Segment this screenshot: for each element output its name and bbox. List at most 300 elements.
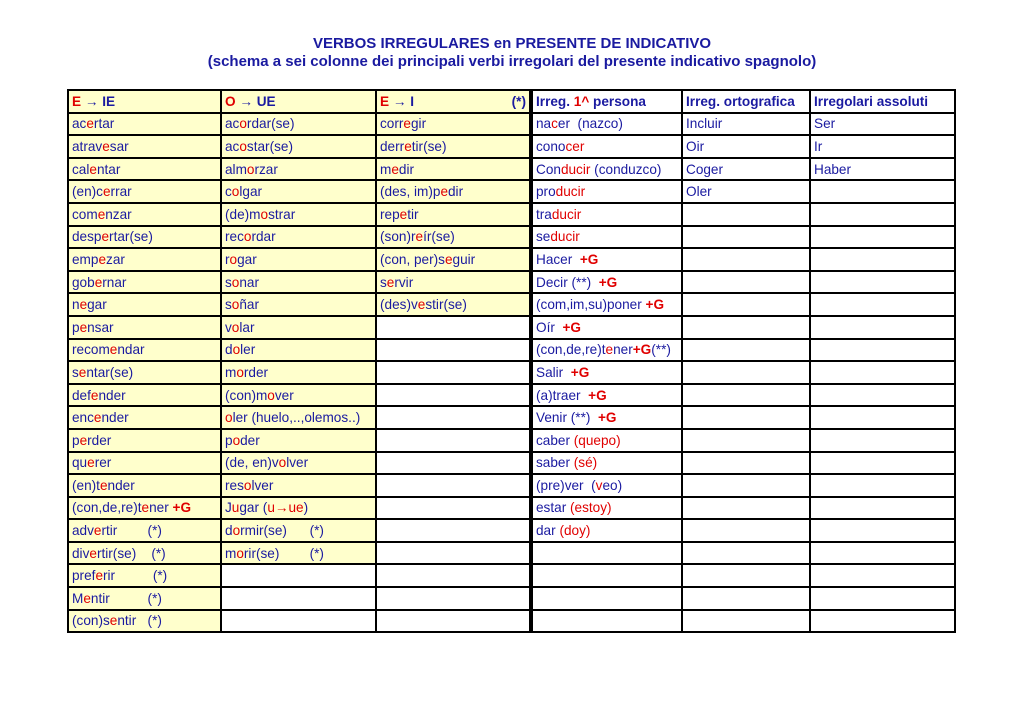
- text-segment: pref: [72, 568, 96, 584]
- text-segment: nsar: [87, 319, 114, 335]
- text-segment: alm: [225, 161, 247, 177]
- table-cell: [221, 203, 376, 226]
- text-segment: ac: [72, 116, 87, 132]
- irregular-part: (estoy): [570, 500, 612, 516]
- text-segment: res: [225, 477, 244, 493]
- table-cell: [531, 587, 682, 610]
- table-cell: [682, 339, 810, 362]
- table-cell: [68, 113, 221, 136]
- irregular-part: o: [232, 342, 241, 358]
- text-segment: (des)v: [380, 297, 418, 313]
- text-segment: → UE: [235, 93, 276, 109]
- table-cell: [221, 361, 376, 384]
- table-cell: [221, 564, 376, 587]
- text-segment: gir: [410, 116, 427, 132]
- irregular-part: e: [404, 138, 412, 154]
- irregular-part: e: [415, 229, 424, 245]
- text-segment: (en)c: [72, 184, 103, 200]
- text-segment: recom: [72, 342, 110, 358]
- table-cell: [68, 610, 221, 633]
- table-cell: [376, 158, 531, 181]
- text-segment: → IE: [81, 93, 116, 109]
- irregular-part: e: [440, 184, 448, 200]
- table-row: [68, 519, 955, 542]
- irregular-part: c: [551, 116, 558, 132]
- table-cell: [810, 452, 955, 475]
- text-segment: emp: [72, 251, 99, 267]
- text-segment: saber: [536, 455, 574, 471]
- irregular-part: e: [93, 410, 102, 426]
- irregular-part: e: [99, 477, 108, 493]
- text-segment: nder: [98, 387, 126, 403]
- table-cell: [68, 271, 221, 294]
- text-segment: lver: [251, 477, 274, 493]
- irregular-part: u: [231, 500, 240, 516]
- text-segment: rtir (*): [101, 523, 162, 539]
- table-cell: [810, 429, 955, 452]
- text-segment: eo): [602, 477, 623, 493]
- irregular-part: e: [98, 251, 107, 267]
- table-cell: [68, 429, 221, 452]
- irregular-part: o: [231, 184, 240, 200]
- irregular-part: e: [89, 161, 97, 177]
- text-segment: r: [225, 251, 230, 267]
- text-segment: nar: [239, 274, 260, 290]
- table-cell: [531, 293, 682, 316]
- table-row: [68, 361, 955, 384]
- irregular-part: o: [232, 432, 241, 448]
- text-segment: rmir(se) (*): [240, 523, 324, 539]
- table-cell: [68, 248, 221, 271]
- text-segment: estar: [536, 500, 570, 516]
- irregular-part: e: [605, 342, 614, 358]
- irregular-part: e: [97, 206, 106, 222]
- text-segment: (conduzco): [590, 161, 662, 177]
- table-cell: [810, 158, 955, 181]
- text-segment: Coger: [686, 161, 724, 177]
- table-cell: [68, 497, 221, 520]
- table-cell: [68, 452, 221, 475]
- table-cell: [531, 180, 682, 203]
- text-segment: ac: [225, 138, 240, 154]
- table-cell: [68, 519, 221, 542]
- text-segment: derr: [380, 138, 405, 154]
- text-segment: sar: [109, 138, 129, 154]
- table-cell: [221, 587, 376, 610]
- irregular-part: +G: [570, 364, 590, 380]
- text-segment: (de)m: [225, 206, 261, 222]
- table-row: [68, 293, 955, 316]
- table-cell: [810, 316, 955, 339]
- table-cell: [221, 293, 376, 316]
- irregular-part: v: [595, 477, 603, 493]
- text-segment: (en)t: [72, 477, 100, 493]
- irregular-part: o: [278, 455, 287, 471]
- text-segment: → I: [389, 93, 415, 109]
- irregular-part: e: [79, 432, 88, 448]
- text-segment: (son)r: [380, 229, 416, 245]
- table-row: [68, 248, 955, 271]
- text-segment: Hacer: [536, 251, 580, 267]
- table-cell: [221, 158, 376, 181]
- text-segment: (con,de,re)t: [72, 500, 142, 516]
- table-cell: [810, 519, 955, 542]
- verbs-table: [67, 89, 956, 633]
- text-segment: Decir (**): [536, 274, 599, 290]
- table-cell: [221, 271, 376, 294]
- text-segment: ntar: [96, 161, 121, 177]
- table-cell: [531, 158, 682, 181]
- text-segment: (con, per)s: [380, 251, 445, 267]
- text-segment: dir: [448, 184, 464, 200]
- table-cell: [682, 610, 810, 633]
- table-cell: [68, 474, 221, 497]
- irregular-part: e: [102, 184, 111, 200]
- text-segment: Irreg. ortografica: [686, 93, 795, 109]
- table-cell: [376, 474, 531, 497]
- irregular-part: e: [86, 116, 94, 132]
- text-segment: strar: [268, 206, 296, 222]
- table-cell: [376, 226, 531, 249]
- text-segment: (con)s: [72, 613, 110, 629]
- irregular-part: e: [391, 161, 399, 177]
- table-cell: [810, 564, 955, 587]
- table-cell: [68, 361, 221, 384]
- text-segment: ac: [225, 116, 240, 132]
- table-cell: [682, 474, 810, 497]
- table-cell: [810, 135, 955, 158]
- text-segment: v: [225, 319, 232, 335]
- irregular-part: +G: [597, 410, 617, 426]
- table-cell: [810, 180, 955, 203]
- table-row: [68, 429, 955, 452]
- table-cell: [68, 339, 221, 362]
- text-segment: nder: [107, 477, 135, 493]
- table-cell: [376, 587, 531, 610]
- irregular-part: ducir: [555, 184, 586, 200]
- text-segment: ler: [240, 342, 256, 358]
- text-segment: zar: [106, 251, 125, 267]
- text-segment: Irregolari assoluti: [814, 93, 929, 109]
- column-header: [221, 90, 376, 113]
- text-segment: m: [380, 161, 392, 177]
- text-segment: persona: [589, 93, 646, 109]
- text-segment: rrar: [110, 184, 132, 200]
- table-cell: [221, 248, 376, 271]
- table-cell: [531, 316, 682, 339]
- irregular-part: e: [93, 523, 102, 539]
- table-cell: [682, 406, 810, 429]
- table-cell: [376, 180, 531, 203]
- table-cell: [810, 497, 955, 520]
- table-cell: [221, 452, 376, 475]
- text-segment: dir: [398, 161, 414, 177]
- irregular-part: o: [243, 477, 252, 493]
- irregular-part: +G: [579, 251, 599, 267]
- table-cell: [68, 564, 221, 587]
- irregular-part: e: [417, 297, 426, 313]
- irregular-part: e: [386, 274, 395, 290]
- table-cell: [682, 497, 810, 520]
- text-segment: d: [225, 342, 233, 358]
- text-segment: corr: [380, 116, 404, 132]
- table-cell: [531, 248, 682, 271]
- table-cell: [376, 203, 531, 226]
- table-cell: [376, 113, 531, 136]
- table-cell: [68, 180, 221, 203]
- table-cell: [68, 293, 221, 316]
- table-row: [68, 271, 955, 294]
- text-segment: ): [303, 500, 309, 516]
- text-segment: rir(se) (*): [243, 545, 324, 561]
- irregular-part: e: [87, 455, 95, 471]
- irregular-part: o: [231, 274, 240, 290]
- table-cell: [810, 361, 955, 384]
- irregular-part: o: [246, 161, 255, 177]
- text-segment: ver: [274, 387, 294, 403]
- text-segment: gar: [237, 251, 257, 267]
- table-cell: [376, 339, 531, 362]
- table-row: [68, 135, 955, 158]
- text-segment: def: [72, 387, 91, 403]
- text-segment: tir(se): [411, 138, 447, 154]
- text-segment: se: [536, 229, 551, 245]
- table-cell: [221, 610, 376, 633]
- table-cell: [810, 474, 955, 497]
- text-segment: dar: [536, 523, 560, 539]
- table-cell: [682, 564, 810, 587]
- text-segment: Salir: [536, 364, 571, 380]
- verbs-table-body: [68, 90, 955, 632]
- table-cell: [682, 519, 810, 542]
- text-segment: Haber: [814, 161, 852, 177]
- text-segment: lar: [239, 319, 255, 335]
- text-segment: (con,de,re)t: [536, 342, 606, 358]
- table-cell: [531, 542, 682, 565]
- text-segment: er (nazco): [557, 116, 623, 132]
- table-cell: [221, 339, 376, 362]
- table-cell: [376, 135, 531, 158]
- table-cell: [531, 519, 682, 542]
- table-cell: [68, 542, 221, 565]
- table-cell: [221, 474, 376, 497]
- column-header: [682, 90, 810, 113]
- table-cell: [376, 293, 531, 316]
- text-segment: gar: [87, 297, 107, 313]
- text-segment: Irreg.: [536, 93, 574, 109]
- text-segment: p: [72, 432, 80, 448]
- text-segment: lgar: [239, 184, 263, 200]
- table-cell: [682, 158, 810, 181]
- irregular-part: o: [267, 387, 275, 403]
- table-cell: [682, 271, 810, 294]
- table-row: [68, 610, 955, 633]
- table-cell: [68, 316, 221, 339]
- text-segment: ntar(se): [86, 364, 134, 380]
- table-cell: [810, 113, 955, 136]
- text-segment: Ser: [814, 116, 836, 132]
- irregular-part: o: [231, 297, 240, 313]
- text-segment: tir: [407, 206, 419, 222]
- column-header: [531, 90, 682, 113]
- text-segment: qu: [72, 455, 88, 471]
- table-cell: [531, 226, 682, 249]
- text-segment: gar (: [239, 500, 268, 516]
- irregular-part: u→ue: [267, 500, 304, 516]
- table-cell: [682, 113, 810, 136]
- text-segment: s: [72, 364, 79, 380]
- table-cell: [682, 361, 810, 384]
- text-segment: tra: [536, 206, 552, 222]
- table-row: [68, 587, 955, 610]
- column-header: [810, 90, 955, 113]
- table-cell: [376, 452, 531, 475]
- table-cell: [682, 203, 810, 226]
- text-segment: p: [72, 319, 80, 335]
- text-segment: p: [225, 432, 233, 448]
- table-cell: [68, 158, 221, 181]
- irregular-part: e: [89, 545, 97, 561]
- text-segment: ntir (*): [90, 590, 162, 606]
- irregular-part: (quepo): [573, 432, 621, 448]
- text-segment: ñar: [239, 297, 260, 313]
- table-cell: [68, 226, 221, 249]
- page-subtitle: (schema a sei colonne dei principali verbi irregolari del presente indicativo spagnolo): [207, 53, 817, 70]
- irregular-part: e: [403, 116, 411, 132]
- table-cell: [531, 406, 682, 429]
- table-cell: [221, 180, 376, 203]
- text-segment: Venir (**): [536, 410, 598, 426]
- column-header: [68, 90, 221, 113]
- text-segment: lver: [286, 455, 309, 471]
- irregular-part: +G: [562, 319, 581, 335]
- table-cell: [376, 248, 531, 271]
- irregular-part: o: [260, 206, 269, 222]
- irregular-part: e: [102, 138, 110, 154]
- table-cell: [810, 203, 955, 226]
- table-row: [68, 497, 955, 520]
- table-cell: [376, 519, 531, 542]
- text-segment: ntir (*): [117, 613, 162, 629]
- table-cell: [376, 564, 531, 587]
- table-cell: [531, 135, 682, 158]
- text-segment: ner: [149, 500, 173, 516]
- text-segment: rdar(se): [246, 116, 295, 132]
- text-segment: rzar: [254, 161, 278, 177]
- table-cell: [810, 293, 955, 316]
- text-segment: Ir: [814, 138, 823, 154]
- table-cell: [810, 542, 955, 565]
- table-cell: [376, 497, 531, 520]
- table-cell: [682, 429, 810, 452]
- table-cell: [810, 248, 955, 271]
- irregular-part: +G: [172, 500, 192, 516]
- table-row: [68, 180, 955, 203]
- text-segment: nzar: [105, 206, 132, 222]
- header-row: [68, 90, 955, 113]
- irregular-part: +G: [588, 387, 607, 403]
- text-segment: desp: [72, 229, 102, 245]
- text-segment: rdar: [251, 229, 276, 245]
- irregular-part: o: [231, 319, 240, 335]
- table-cell: [531, 384, 682, 407]
- table-row: [68, 339, 955, 362]
- table-row: [68, 452, 955, 475]
- irregular-part: o: [236, 545, 244, 561]
- text-segment: s: [380, 274, 387, 290]
- irregular-part: e: [83, 590, 91, 606]
- table-cell: [682, 135, 810, 158]
- table-cell: [221, 135, 376, 158]
- irregular-part: o: [243, 229, 252, 245]
- table-cell: [682, 587, 810, 610]
- text-segment: (**): [651, 342, 671, 358]
- text-segment: pro: [536, 184, 556, 200]
- text-segment: stir(se): [425, 297, 467, 313]
- irregular-part: cer: [565, 138, 585, 154]
- table-cell: [531, 564, 682, 587]
- irregular-part: o: [236, 364, 244, 380]
- table-row: [68, 406, 955, 429]
- table-cell: [376, 406, 531, 429]
- text-segment: rvir: [394, 274, 414, 290]
- text-segment: Incluir: [686, 116, 723, 132]
- table-cell: [376, 384, 531, 407]
- table-cell: [376, 542, 531, 565]
- text-segment: rer: [94, 455, 112, 471]
- table-cell: [221, 226, 376, 249]
- text-segment: ner: [613, 342, 633, 358]
- table-cell: [68, 135, 221, 158]
- table-cell: [810, 271, 955, 294]
- table-cell: [682, 316, 810, 339]
- table-cell: [531, 271, 682, 294]
- text-segment: (con)m: [225, 387, 268, 403]
- table-row: [68, 564, 955, 587]
- text-segment: Oír: [536, 319, 563, 335]
- text-segment: rder: [87, 432, 112, 448]
- irregular-part: e: [90, 387, 99, 403]
- irregular-part: ducir: [550, 229, 580, 245]
- table-cell: [221, 519, 376, 542]
- irregular-part: +G: [632, 342, 652, 358]
- irregular-part: o: [232, 523, 241, 539]
- table-cell: [531, 339, 682, 362]
- text-segment: ler (huelo,..,olemos..): [232, 410, 361, 426]
- table-cell: [810, 587, 955, 610]
- irregular-part: e: [101, 229, 110, 245]
- table-cell: [810, 339, 955, 362]
- irregular-part: e: [109, 613, 118, 629]
- text-segment: rnar: [102, 274, 127, 290]
- table-cell: [376, 610, 531, 633]
- table-cell: [531, 474, 682, 497]
- table-cell: [221, 113, 376, 136]
- table-cell: [68, 384, 221, 407]
- table-cell: [531, 203, 682, 226]
- irregular-part: e: [78, 364, 87, 380]
- text-segment: adv: [72, 523, 94, 539]
- text-segment: cal: [72, 161, 90, 177]
- table-cell: [682, 542, 810, 565]
- table-cell: [221, 542, 376, 565]
- irregular-part: E: [72, 93, 82, 109]
- table-cell: [810, 610, 955, 633]
- table-cell: [810, 406, 955, 429]
- text-segment: atrav: [72, 138, 103, 154]
- table-row: [68, 158, 955, 181]
- text-segment: s: [225, 274, 232, 290]
